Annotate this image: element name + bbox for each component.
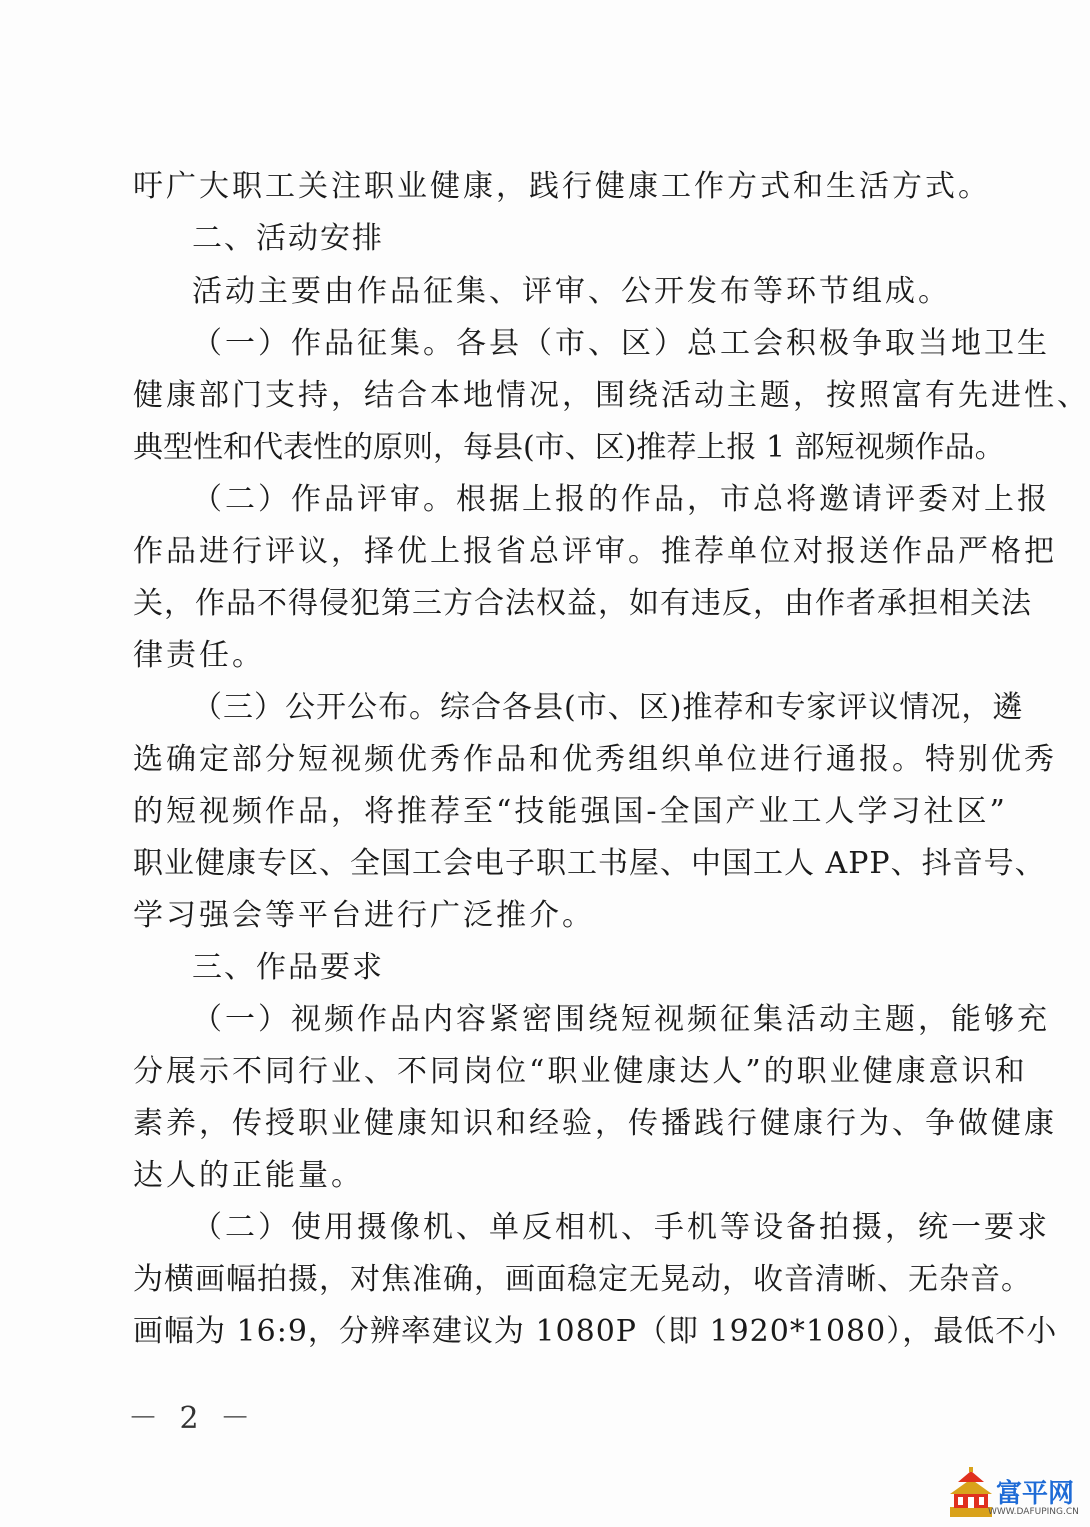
paragraph-line: 吁广大职工关注职业健康，践行健康工作方式和生活方式。 bbox=[133, 169, 991, 204]
page-number: － 2 － bbox=[128, 1401, 257, 1436]
paragraph-line: 关，作品不得侵犯第三方合法权益，如有违反，由作者承担相关法 bbox=[133, 586, 1032, 621]
paragraph-line: 活动主要由作品征集、评审、公开发布等环节组成。 bbox=[192, 274, 951, 309]
paragraph-line: 选确定部分短视频优秀作品和优秀组织单位进行通报。特别优秀 bbox=[133, 742, 1057, 777]
paragraph-line: 分展示不同行业、不同岗位“职业健康达人”的职业健康意识和 bbox=[133, 1054, 1028, 1089]
paragraph-line: 典型性和代表性的原则，每县(市、区)推荐上报 1 部短视频作品。 bbox=[133, 430, 1005, 465]
paragraph-line: 作品进行评议，择优上报省总评审。推荐单位对报送作品严格把 bbox=[133, 534, 1057, 569]
paragraph-line: （三）公开公布。综合各县(市、区)推荐和专家评议情况，遴 bbox=[192, 690, 1024, 725]
paragraph-line: 健康部门支持，结合本地情况，围绕活动主题，按照富有先进性、 bbox=[133, 378, 1090, 413]
paragraph-line: （一）视频作品内容紧密围绕短视频征集活动主题，能够充 bbox=[192, 1002, 1050, 1037]
paragraph-line: 学习强会等平台进行广泛推介。 bbox=[133, 898, 595, 933]
site-watermark bbox=[948, 1467, 1079, 1525]
paragraph-line: 素养，传授职业健康知识和经验，传播践行健康行为、争做健康 bbox=[133, 1106, 1057, 1141]
paragraph-line: 达人的正能量。 bbox=[133, 1158, 364, 1193]
section-heading: 三、作品要求 bbox=[192, 950, 384, 985]
paragraph-line: （二）使用摄像机、单反相机、手机等设备拍摄，统一要求 bbox=[192, 1210, 1050, 1245]
paragraph-line: 画幅为 16:9，分辨率建议为 1080P（即 1920*1080），最低不小 bbox=[133, 1314, 1058, 1349]
paragraph-line: 为横画幅拍摄，对焦准确，画面稳定无晃动，收音清晰、无杂音。 bbox=[133, 1262, 1032, 1297]
paragraph-line: （一）作品征集。各县（市、区）总工会积极争取当地卫生 bbox=[192, 326, 1050, 361]
paragraph-line: 职业健康专区、全国工会电子职工书屋、中国工人 APP、抖音号、 bbox=[133, 846, 1046, 881]
section-heading: 二、活动安排 bbox=[192, 221, 384, 256]
paragraph-line: （二）作品评审。根据上报的作品，市总将邀请评委对上报 bbox=[192, 482, 1050, 517]
paragraph-line: 律责任。 bbox=[133, 638, 265, 673]
watermark-domain: WWW.DAFUPING.CN bbox=[988, 1507, 1079, 1517]
watermark-site-name: 富平网 bbox=[996, 1479, 1075, 1509]
paragraph-line: 的短视频作品，将推荐至“技能强国-全国产业工人学习社区” bbox=[133, 794, 1008, 829]
